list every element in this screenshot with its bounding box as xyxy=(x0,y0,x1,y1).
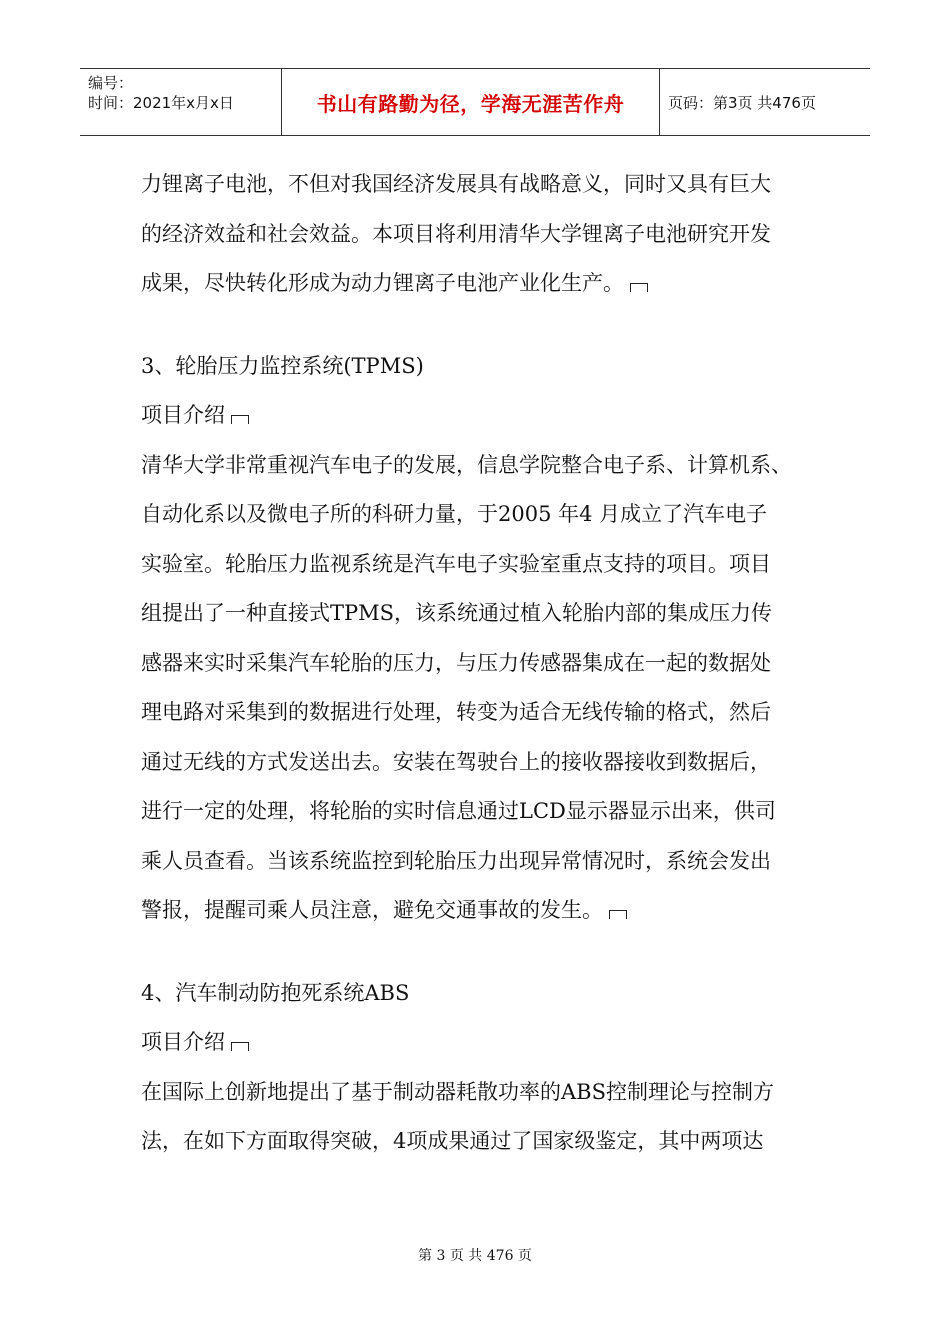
number-label: 编号： xyxy=(88,74,134,92)
text-line: 力锂离子电池，不但对我国经济发展具有战略意义，同时又具有巨大 xyxy=(141,172,771,196)
date-label: 时间：2021年x月x日 xyxy=(88,94,234,112)
page-header xyxy=(80,68,870,136)
text-line: 通过无线的方式发送出去。安装在驾驶台上的接收器接收到数据后， xyxy=(141,749,771,774)
section-3-subtitle-text: 项目介绍 xyxy=(141,403,225,427)
page-footer: 第 3 页 共 476 页 xyxy=(418,1248,532,1264)
text-line: 组提出了一种直接式TPMS，该系统通过植入轮胎内部的集成压力传 xyxy=(141,601,773,625)
text-line xyxy=(141,886,831,936)
text-line xyxy=(141,259,831,309)
header-motto-cell xyxy=(282,69,660,135)
text-line: 实验室。轮胎压力监视系统是汽车电子实验室重点支持的项目。项目 xyxy=(141,551,771,576)
header-page-info: 页码：第3页 共476页 xyxy=(668,93,816,112)
paragraph-mark-icon xyxy=(630,283,648,292)
paragraph-1 xyxy=(141,160,831,309)
paragraph-2 xyxy=(141,441,831,936)
text-line: 的经济效益和社会效益。本项目将利用清华大学锂离子电池研究开发 xyxy=(141,221,771,246)
section-3-title: 3、轮胎压力监控系统(TPMS) xyxy=(141,353,424,378)
text-line-content: 警报，提醒司乘人员注意，避免交通事故的发生。 xyxy=(141,898,603,922)
text-line-content: 成果，尽快转化形成为动力锂离子电池产业化生产。 xyxy=(141,271,624,295)
section-4-title: 4、汽车制动防抱死系统ABS xyxy=(141,980,410,1005)
section-4-subtitle xyxy=(141,1018,831,1068)
text-line: 清华大学非常重视汽车电子的发展，信息学院整合电子系、计算机系、 xyxy=(141,452,792,477)
text-line: 自动化系以及微电子所的科研力量，于2005 年4 月成立了汽车电子 xyxy=(141,502,768,526)
paragraph-mark-icon xyxy=(609,910,627,919)
document-body xyxy=(141,160,831,1167)
section-3-subtitle xyxy=(141,391,831,441)
text-line: 法，在如下方面取得突破，4项成果通过了国家级鉴定，其中两项达 xyxy=(141,1129,764,1153)
header-meta xyxy=(80,69,282,135)
paragraph-mark-icon xyxy=(231,1042,249,1051)
text-line: 进行一定的处理，将轮胎的实时信息通过LCD显示器显示出来，供司 xyxy=(141,799,776,823)
header-motto: 书山有路勤为径，学海无涯苦作舟 xyxy=(316,91,625,116)
section-4-subtitle-text: 项目介绍 xyxy=(141,1030,225,1054)
text-line: 乘人员查看。当该系统监控到轮胎压力出现异常情况时，系统会发出 xyxy=(141,848,771,873)
paragraph-3 xyxy=(141,1068,831,1167)
paragraph-mark-icon xyxy=(231,415,249,424)
text-line: 理电路对采集到的数据进行处理，转变为适合无线传输的格式，然后 xyxy=(141,700,771,724)
header-page-cell xyxy=(660,69,870,135)
text-line: 感器来实时采集汽车轮胎的压力，与压力传感器集成在一起的数据处 xyxy=(141,650,771,675)
text-line: 在国际上创新地提出了基于制动器耗散功率的ABS控制理论与控制方 xyxy=(141,1079,774,1104)
